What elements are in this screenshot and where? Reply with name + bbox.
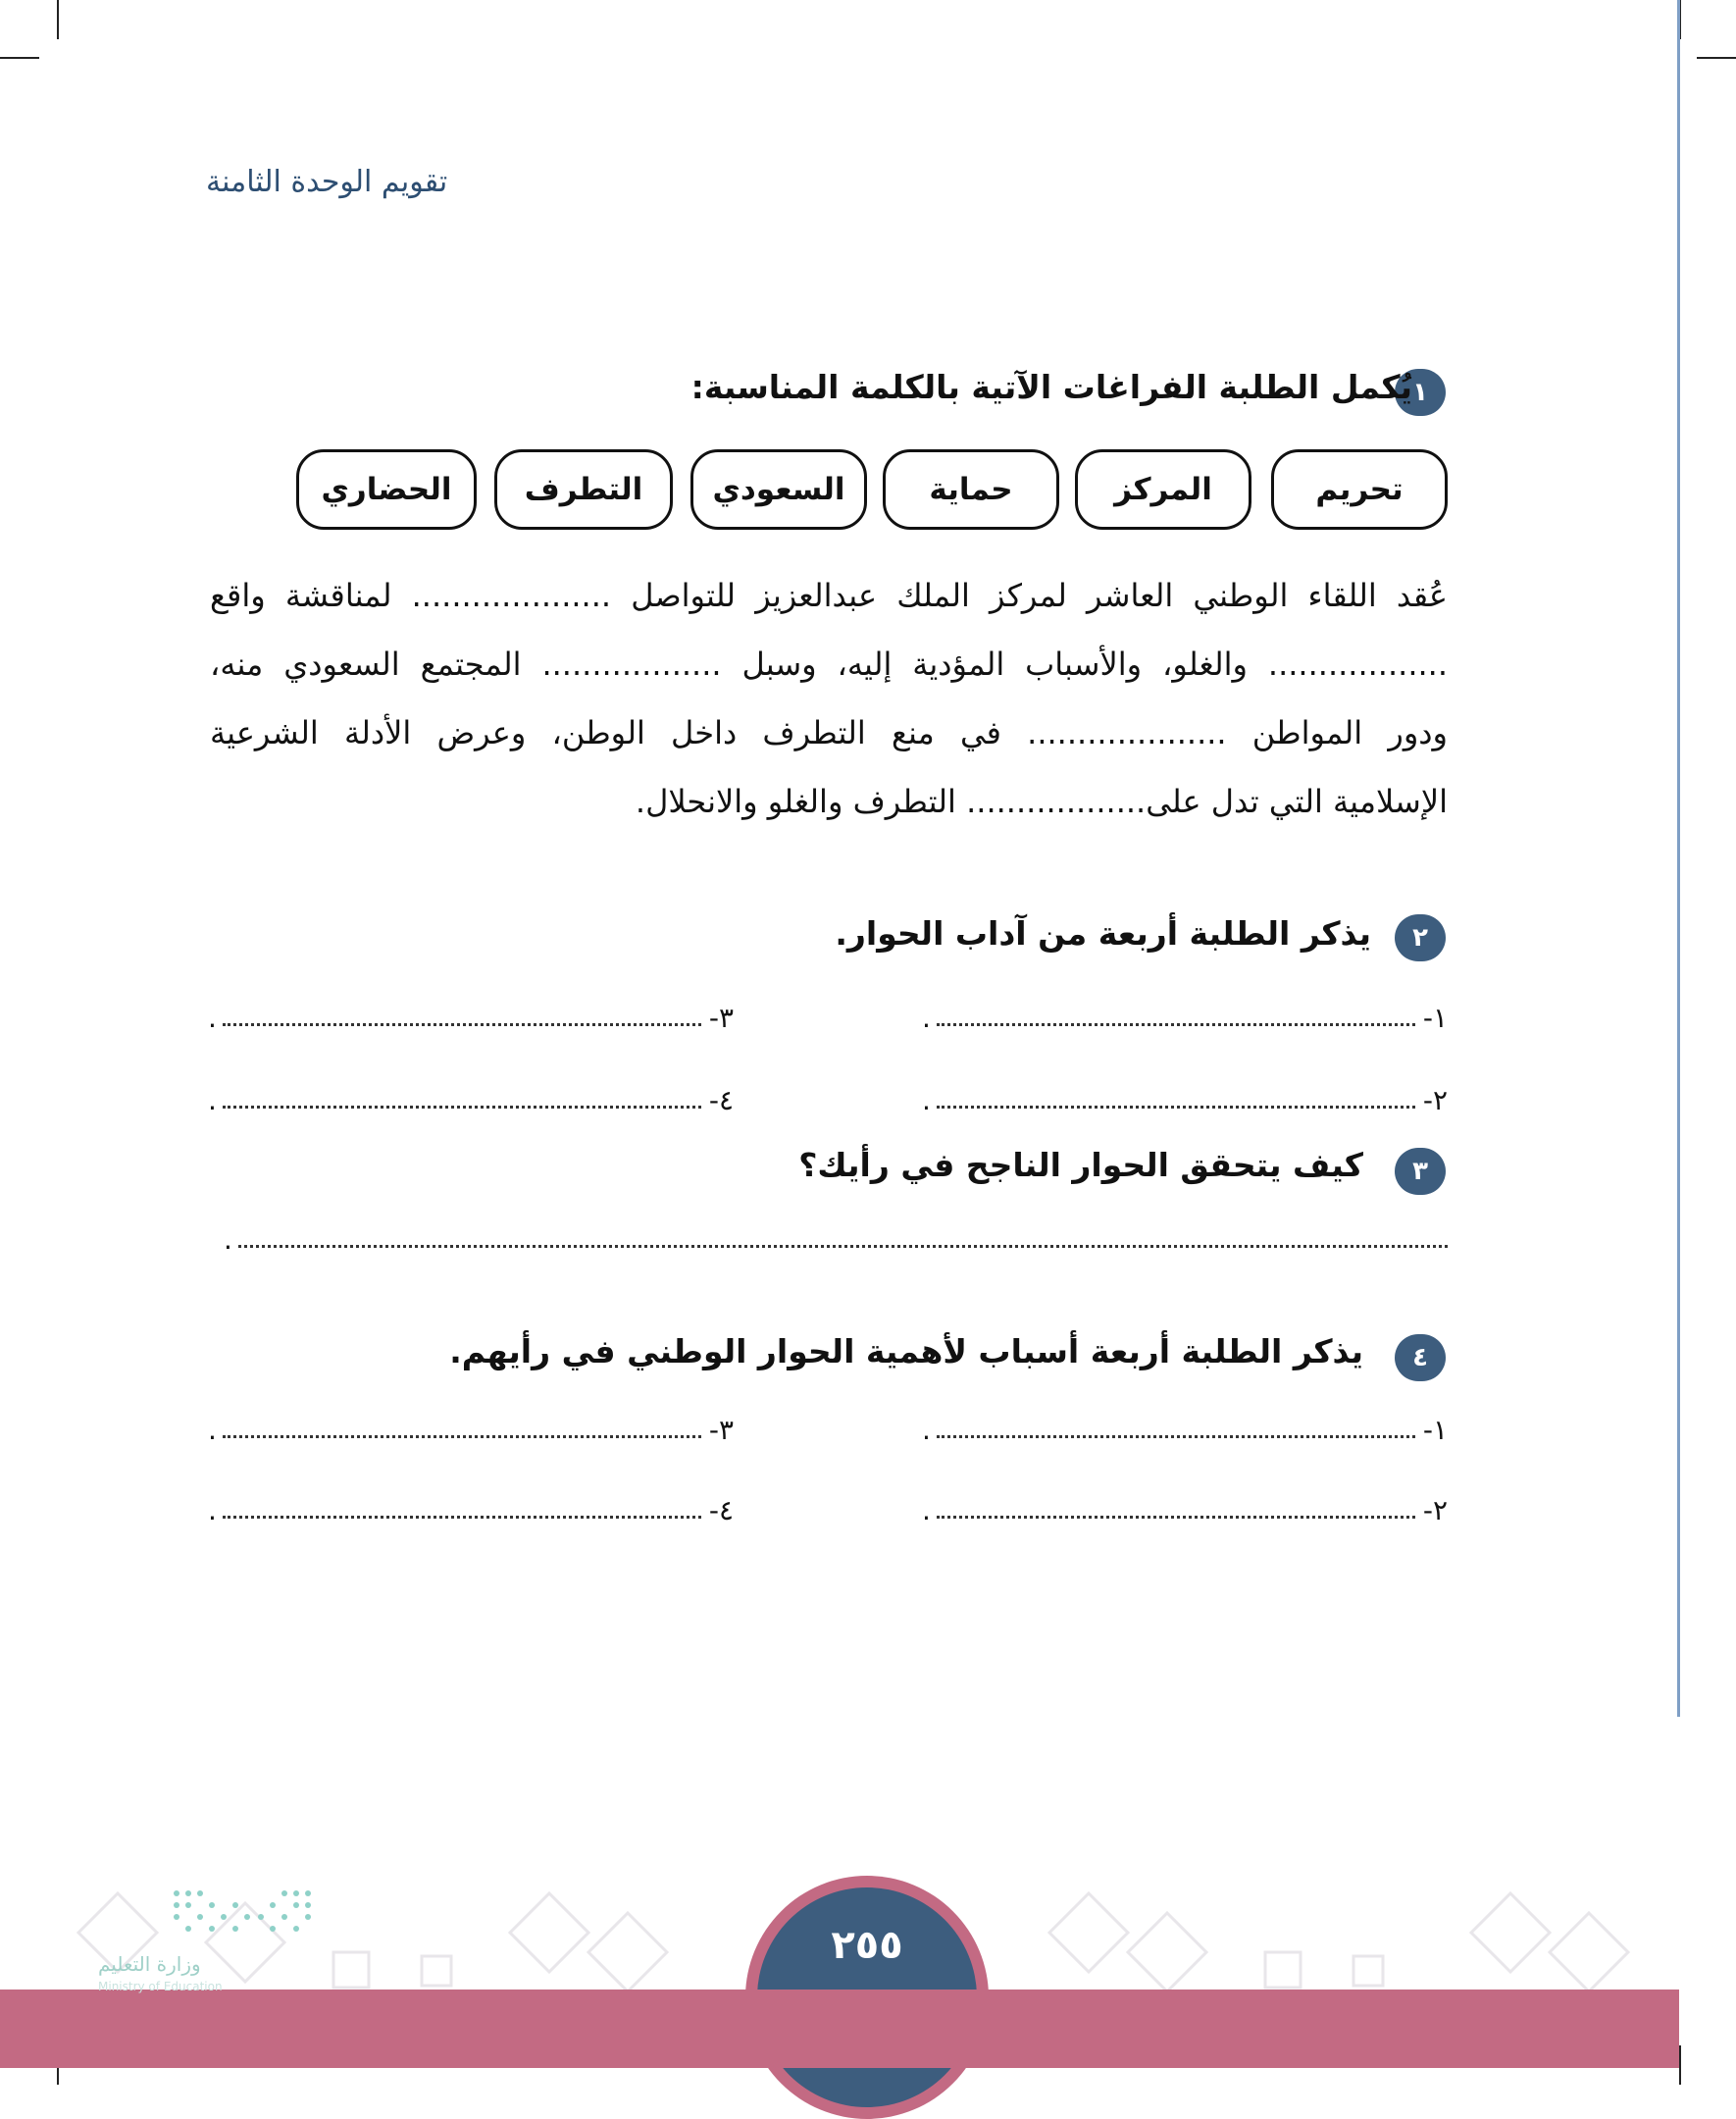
word-option: السعودي (690, 449, 867, 530)
answer-number: ٣- (708, 1002, 734, 1034)
ministry-name-ar: وزارة التعليم (98, 1952, 201, 1976)
question-4-badge: ٤ (1395, 1334, 1446, 1381)
question-3-title: كيف يتحقق الحوار الناجح في رأيك؟ (798, 1146, 1363, 1184)
answer-number: ٤- (708, 1494, 734, 1526)
answer-number: ١- (1422, 1414, 1448, 1446)
paragraph-line: الإسلامية التي تدل على.................. التطرف والغلو والانحلال. (635, 783, 1448, 820)
crop-mark (1697, 57, 1736, 59)
crop-mark (1679, 2045, 1681, 2085)
answer-line[interactable]: ١- . (922, 1414, 1448, 1446)
answer-number: ١- (1422, 1002, 1448, 1034)
question-4-title: يذكر الطلبة أربعة أسباب لأهمية الحوار الوطني في رأيهم. (449, 1332, 1363, 1370)
paragraph-line: .................. والغلو، والأسباب المؤدية إليه، وسبل .................. المجتمع السعودي منه، (210, 646, 1448, 683)
word-option: الحضاري (296, 449, 477, 530)
word-option: المركز (1075, 449, 1251, 530)
question-2-title: يذكر الطلبة أربعة من آداب الحوار. (835, 914, 1371, 953)
paragraph-line: ودور المواطن .................... في منع التطرف داخل الوطن، وعرض الأدلة الشرعية (210, 714, 1448, 751)
answer-line[interactable]: ٤- . (208, 1084, 734, 1116)
word-option: حماية (883, 449, 1059, 530)
answer-line[interactable]: ٢- . (922, 1084, 1448, 1116)
word-option: تحريم (1271, 449, 1448, 530)
paragraph-line: عُقد اللقاء الوطني العاشر لمركز الملك عبدالعزيز للتواصل .................... لمناقشة واقع (210, 577, 1448, 614)
footer-band (0, 1990, 1679, 2068)
page-edge-rule (1677, 0, 1680, 1717)
answer-line[interactable]: ٤- . (208, 1494, 734, 1526)
question-3-badge: ٣ (1395, 1148, 1446, 1195)
page-header-title: تقويم الوحدة الثامنة (206, 165, 448, 199)
answer-line[interactable]: ٢- . (922, 1494, 1448, 1526)
word-option: التطرف (494, 449, 673, 530)
crop-mark (57, 0, 59, 39)
question-2-badge: ٢ (1395, 914, 1446, 961)
answer-line[interactable]: ٣- . (208, 1414, 734, 1446)
answer-number: ٤- (708, 1084, 734, 1116)
answer-line[interactable]: . (224, 1226, 1448, 1256)
ministry-logo-dots (167, 1884, 324, 1942)
answer-number: ٢- (1422, 1084, 1448, 1116)
question-1-badge: ١ (1395, 369, 1446, 416)
answer-line[interactable]: ١- . (922, 1002, 1448, 1034)
answer-number: ٣- (708, 1414, 734, 1446)
answer-line[interactable]: ٣- . (208, 1002, 734, 1034)
ministry-name-en: Ministry of Education (98, 1980, 223, 1993)
crop-mark (0, 57, 39, 59)
question-1-title: يُكمل الطلبة الفراغات الآتية بالكلمة المناسبة: (690, 368, 1412, 406)
answer-number: ٢- (1422, 1494, 1448, 1526)
page-number: ٢٥٥ (831, 1923, 903, 1968)
